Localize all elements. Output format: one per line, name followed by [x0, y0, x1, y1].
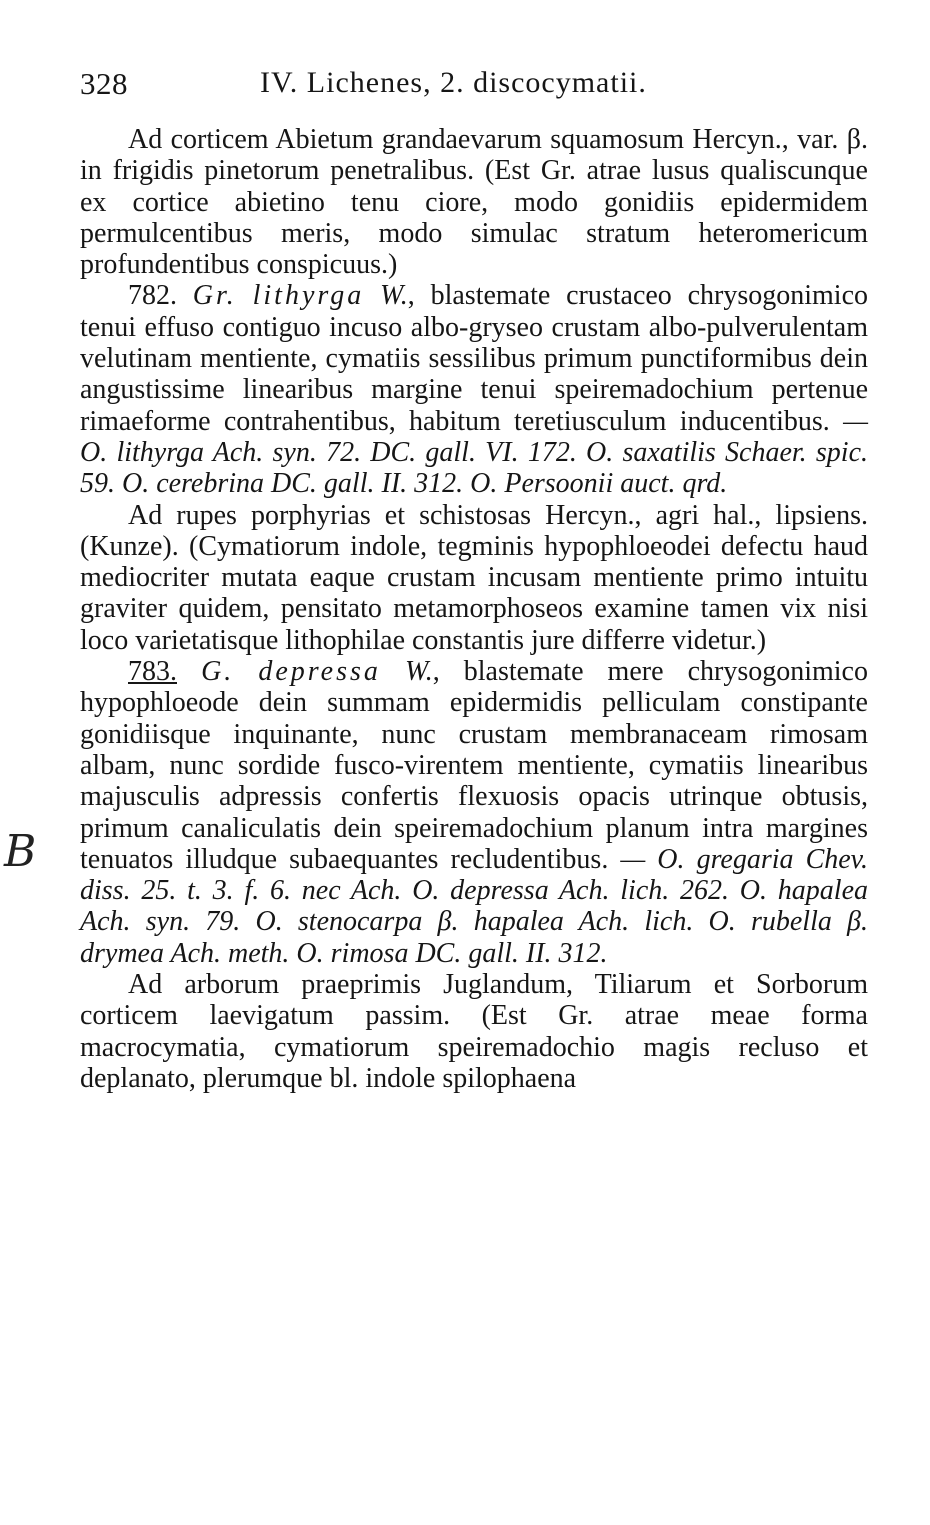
synonymy: — O. lithyrga Ach. syn. 72. DC. gall. VI. 172. O. saxatilis Schaer. spic. 59. O. cerebrina DC. gall. II. 312. O. Persoonii auct. qrd.: [80, 405, 868, 500]
author-abbrev: W.: [404, 656, 433, 688]
paragraph-habitat-arborum: Ad arborum praeprimis Juglandum, Tiliarum et Sorborum corticem laevigatum passim. (Est Gr. atrae meae forma macrocymatia, cymatiorum speiremadochio magis recluso et deplanato, plerumque bl. indole spilophaena: [80, 969, 868, 1094]
page-header: [80, 66, 870, 106]
page-number: 328: [80, 66, 128, 101]
entry-description: , blastemate mere chrysogonimico hypophloeode dein summam epidermidis pelliculam constipante gonidiisque inquinante, nunc crustam membranaceam rimosam albam, nunc sordide fusco-virentem mentiente, cymatiis linearibus majusculis adpressis confertis flexuosis opacis utrinque obtusis, primum canaliculatis dein speiremadochium planum intra margines tenuatos illudque subaequantes recludentibus.: [80, 656, 868, 875]
genus-abbrev: Gr.: [192, 280, 237, 312]
entry-number: 782.: [128, 280, 177, 312]
paragraph-habitat-rupes: Ad rupes porphyrias et schistosas Hercyn., agri hal., lipsiens. (Kunze). (Cymatiorum indole, tegminis hypophloeodei defectu haud mediocriter mutata eaque crustam incusam mentiente primo intuitu graviter quidem, pensitato metamorphoseos examine tamen vix nisi loco varietatisque lithophilae constantis jure differre videtur.): [80, 499, 868, 656]
handwritten-margin-mark: B: [4, 826, 37, 877]
entry-number: 783.: [128, 656, 177, 688]
entry-782: [80, 280, 868, 499]
species-name: depressa: [258, 656, 381, 688]
genus-abbrev: G.: [201, 656, 235, 688]
synonymy: — O. gregaria Chev. diss. 25. t. 3. f. 6. nec Ach. O. depressa Ach. lich. 262. O. hapalea Ach. syn. 79. O. stenocarpa β. hapalea Ach. lich. O. rubella β. drymea Ach. meth. O. rimosa DC. gall. II. 312.: [80, 843, 869, 969]
entry-783: [80, 656, 868, 969]
page-body: [80, 124, 868, 1094]
entry-description: , blastemate crustaceo chrysogonimico tenui effuso contiguo incuso albo-gryseo crustam albo-pulverulentam velutinam mentiente, cymatiis sessilibus primum punctiformibus dein angustissime linearibus margine tenui speiremadochium pertenue rimaeforme contrahentibus, habitum teretiusculum inducentibus.: [80, 280, 869, 437]
running-title: IV. Lichenes, 2. discocymatii.: [260, 66, 647, 99]
species-name: lithyrga: [252, 280, 365, 312]
author-abbrev: W.: [380, 280, 408, 312]
paragraph-habitat-abietum: Ad corticem Abietum grandaevarum squamosum Hercyn., var. β. in frigidis pinetorum penetralibus. (Est Gr. atrae lusus qualiscunque ex cortice abietino tenu ciore, modo gonidiis epidermidem permulcentibus meris, modo simulac stratum heteromericum profundentibus conspicuus.): [80, 124, 868, 281]
